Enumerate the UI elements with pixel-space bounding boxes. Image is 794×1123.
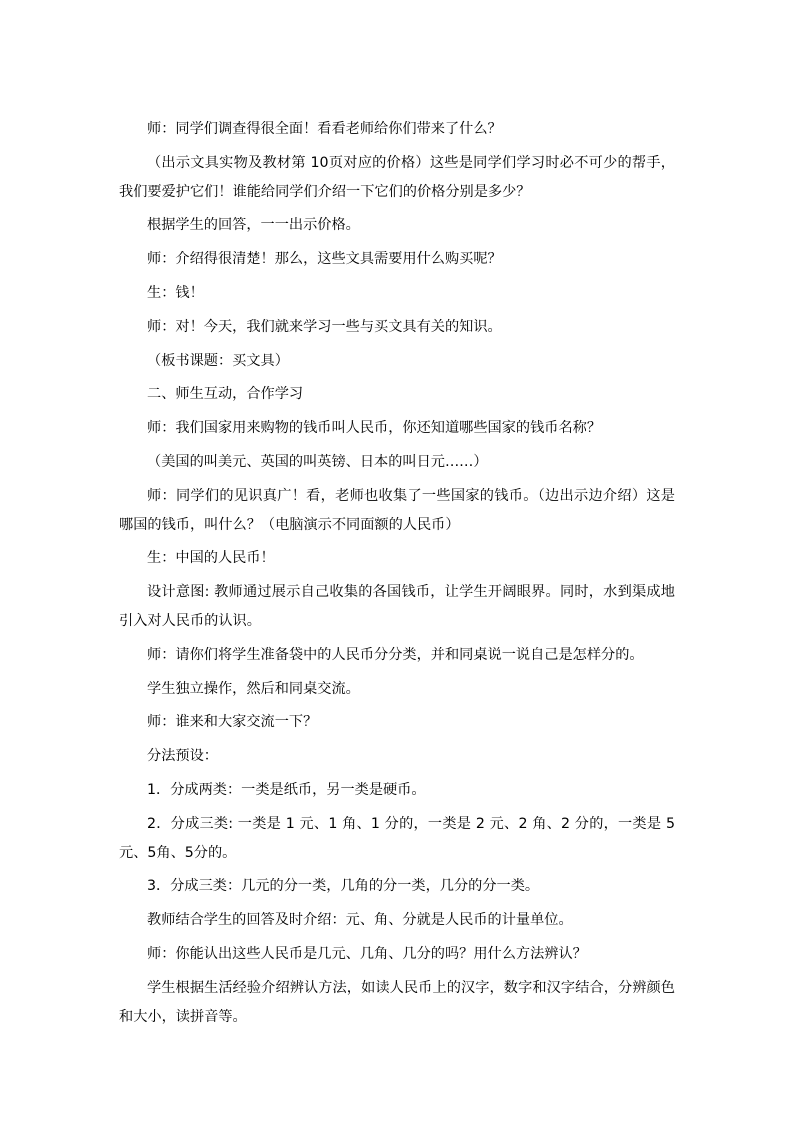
paragraph: 学生独立操作，然后和同桌交流。 bbox=[147, 680, 360, 697]
paragraph: 根据学生的回答，一一出示价格。 bbox=[147, 217, 360, 234]
paragraph: 分法预设： bbox=[147, 748, 218, 765]
paragraph: （板书课题：买文具） bbox=[147, 352, 289, 369]
paragraph: 师：谁来和大家交流一下？ bbox=[147, 714, 318, 731]
paragraph: 师：你能认出这些人民币是几元、几角、几分的吗？用什么方法辨认？ bbox=[147, 945, 587, 962]
paragraph: （出示文具实物及教材第 10页对应的价格）这些是同学们学习时必不可少的帮手，我们要爱护它们！谁能给同学们介绍一下它们的价格分别是多少？ bbox=[119, 154, 675, 200]
paragraph: 学生根据生活经验介绍辨认方法，如读人民币上的汉字，数字和汉字结合，分辨颜色和大小，读拼音等。 bbox=[119, 979, 675, 1025]
paragraph: 师：对！今天，我们就来学习一些与买文具有关的知识。 bbox=[147, 318, 502, 335]
list-item: 2．分成三类: 一类是 1 元、1 角、1 分的，一类是 2 元、2 角、2 分的，一类是 5 元、5角、5分的。 bbox=[119, 815, 675, 861]
paragraph: 师：请你们将学生准备袋中的人民币分分类，并和同桌说一说自己是怎样分的。 bbox=[147, 646, 644, 663]
paragraph: 师：我们国家用来购物的钱币叫人民币，你还知道哪些国家的钱币名称？ bbox=[147, 420, 602, 437]
paragraph: 师：同学们的见识真广！看，老师也收集了一些国家的钱币。（边出示边介绍）这是哪国的钱币，叫什么？（电脑演示不同面额的人民币） bbox=[119, 487, 675, 533]
paragraph: 师：同学们调查得很全面！看看老师给你们带来了什么？ bbox=[147, 121, 502, 137]
paragraph: 生：中国的人民币！ bbox=[147, 550, 275, 567]
document-body bbox=[119, 115, 675, 1036]
paragraph: 生：钱！ bbox=[147, 284, 204, 301]
list-item: 3．分成三类：几元的分一类，几角的分一类，几分的分一类。 bbox=[147, 878, 540, 895]
list-item: 1．分成两类：一类是纸币，另一类是硬币。 bbox=[147, 781, 426, 798]
paragraph: 设计意图: 教师通过展示自己收集的各国钱币，让学生开阔眼界。同时，水到渠成地引入对人民币的认识。 bbox=[119, 584, 675, 629]
paragraph: 师：介绍得很清楚！那么，这些文具需要用什么购买呢？ bbox=[147, 251, 502, 268]
paragraph: （美国的叫美元、英国的叫英镑、日本的叫日元……） bbox=[147, 453, 488, 470]
paragraph: 教师结合学生的回答及时介绍：元、角、分就是人民币的计量单位。 bbox=[147, 912, 573, 929]
section-heading: 二、师生互动，合作学习 bbox=[147, 386, 304, 403]
